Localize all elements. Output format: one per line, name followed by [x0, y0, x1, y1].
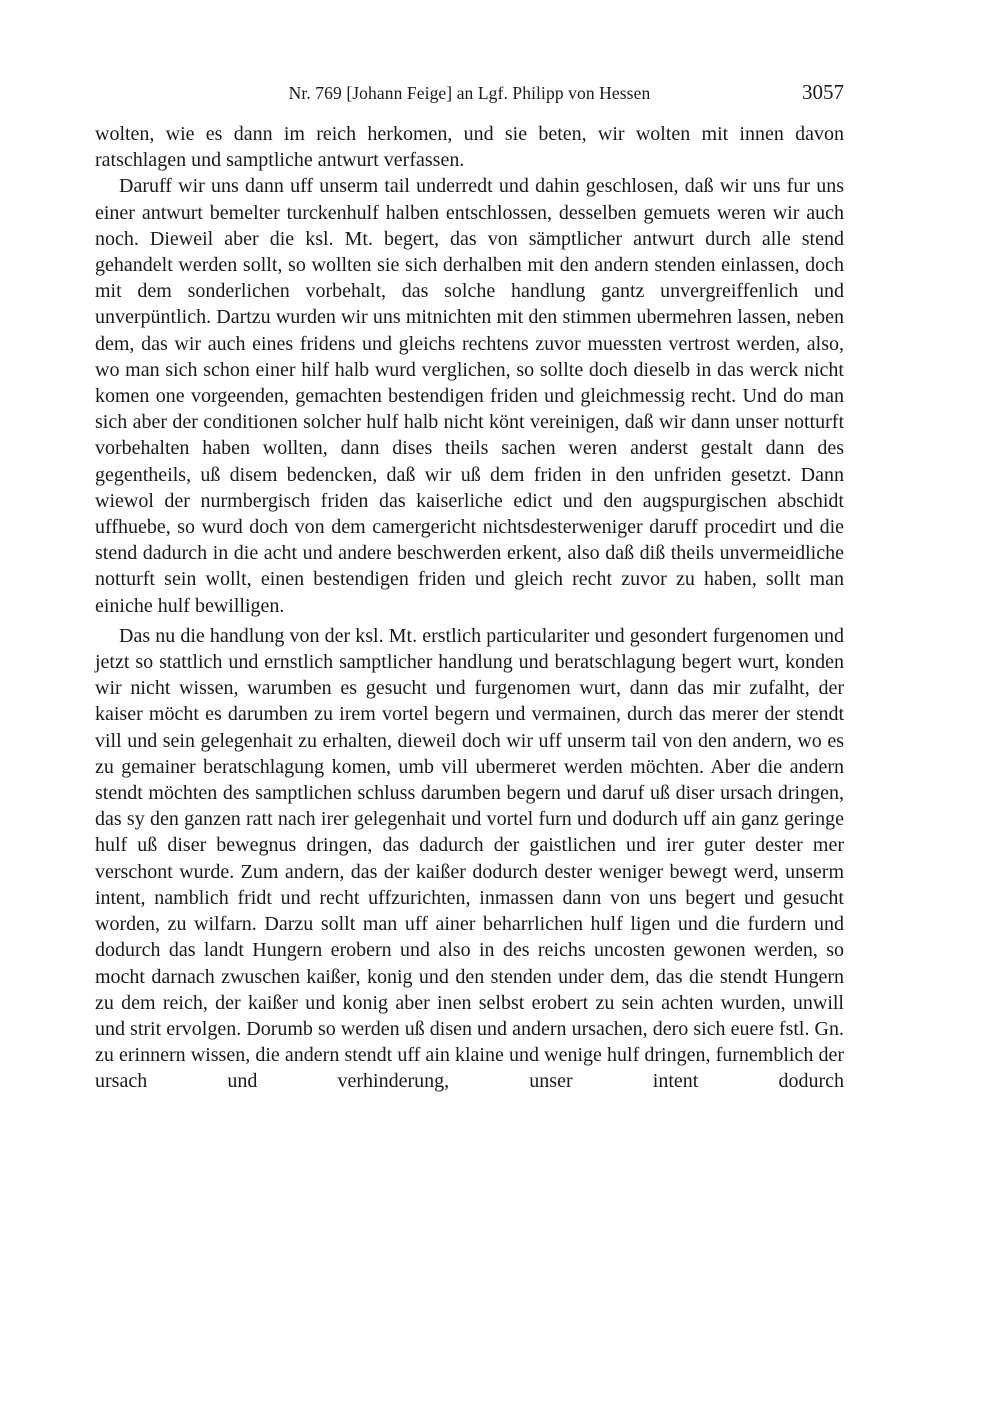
body-text [95, 121, 844, 1095]
page-header [95, 80, 844, 110]
paragraph-2: Daruff wir uns dann uff unserm tail underredt und dahin geschlosen, daß wir uns fur uns einer antwurt bemelter turckenhulf halben entschlossen, desselben gemuets weren wir auch noch. Dieweil aber die ksl. Mt. begert, das von sämptlicher antwurt durch alle stend gehandelt werden sollt, so wollten sie sich derhalben mit den andern stenden einlassen, doch mit dem sonderlichen vorbehalt, das solche handlung gantz unvergreiffenlich und unverpüntlich. Dartzu wurden wir uns mitnichten mit den stimmen ubermehren lassen, neben dem, das wir auch eines fridens und gleichs rechtens zuvor muessten vertrost werden, also, wo man sich schon einer hilf halb wurd verglichen, so sollte doch dieselb in das werck nicht komen one vorgeenden, gemachten bestendigen friden und gleichmessig recht. Und do man sich aber der conditionen solcher hulf halb nicht könt vereinigen, daß wir dann unser notturft vorbehalten haben wollten, dann dises theils sachen weren anderst gestalt dann des gegentheils, uß disem bedencken, daß wir uß dem friden in den unfriden gesetzt. Dann wiewol der nurmbergisch friden das kaiserliche edict und den augspurgischen abschidt uffhuebe, so wurd doch von dem camergericht nichtsdesterweniger daruff procedirt und die stend dadurch in die acht und andere beschwerden erkent, also daß diß theils unvermeidliche notturft sein wollt, einen bestendigen friden und gleich recht zuvor zu haben, sollt man einiche hulf bewilligen. [95, 175, 844, 617]
running-title: Nr. 769 [Johann Feige] an Lgf. Philipp von Hessen [288, 83, 651, 103]
page-number: 3057 [802, 80, 844, 104]
paragraph-1: wolten, wie es dann im reich herkomen, und sie beten, wir wolten mit innen davon ratschlagen und samptliche antwurt verfassen. [95, 123, 844, 172]
paragraph-3: Das nu die handlung von der ksl. Mt. erstlich particulariter und gesondert furgenomen und jetzt so stattlich und ernstlich samptlicher handlung und beratschlagung begert wurt, konden wir nicht wissen, warumben es gesucht und furgenomen wurt, dann das mir zufalht, der kaiser möcht es darumben zu irem vortel begern und vermainen, durch das merer der stendt vill und sein gelegenhait zu erhalten, dieweil doch wir uff unserm tail von den andern, wo es zu gemainer beratschlagung komen, umb vill ubermeret werden möchten. Aber die andern stendt möchten des samptlichen schluss darumben begern und daruf uß diser ursach dringen, das sy den ganzen ratt nach irer gelegenhait und vortel furn und dodurch uff ain ganz geringe hulf uß diser bewegnus dringen, das dadurch der gaistlichen und irer guter dester mer verschont wurde. Zum andern, das der kaißer dodurch dester weniger bewegt werd, unserm intent, namblich fridt und recht uffzurichten, inmassen dann von uns begert und gesucht worden, zu wilfarn. Darzu sollt man uff ainer beharrlichen hulf ligen und die furdern und dodurch das landt Hungern erobern und also in des reichs uncosten gewonen werden, so mocht darnach zwuschen kaißer, konig und den stenden under dem, das die stendt Hungern zu dem reich, der kaißer und konig aber inen selbst erobert zu sein achten wurden, unwill und strit ervolgen. Dorumb so werden uß disen und andern ursachen, dero sich euere fstl. Gn. zu erinnern wissen, die andern stendt uff ain klaine und wenige hulf dringen, furnemblich der ursach und verhinderung, unser intent dodurch [95, 624, 844, 1093]
